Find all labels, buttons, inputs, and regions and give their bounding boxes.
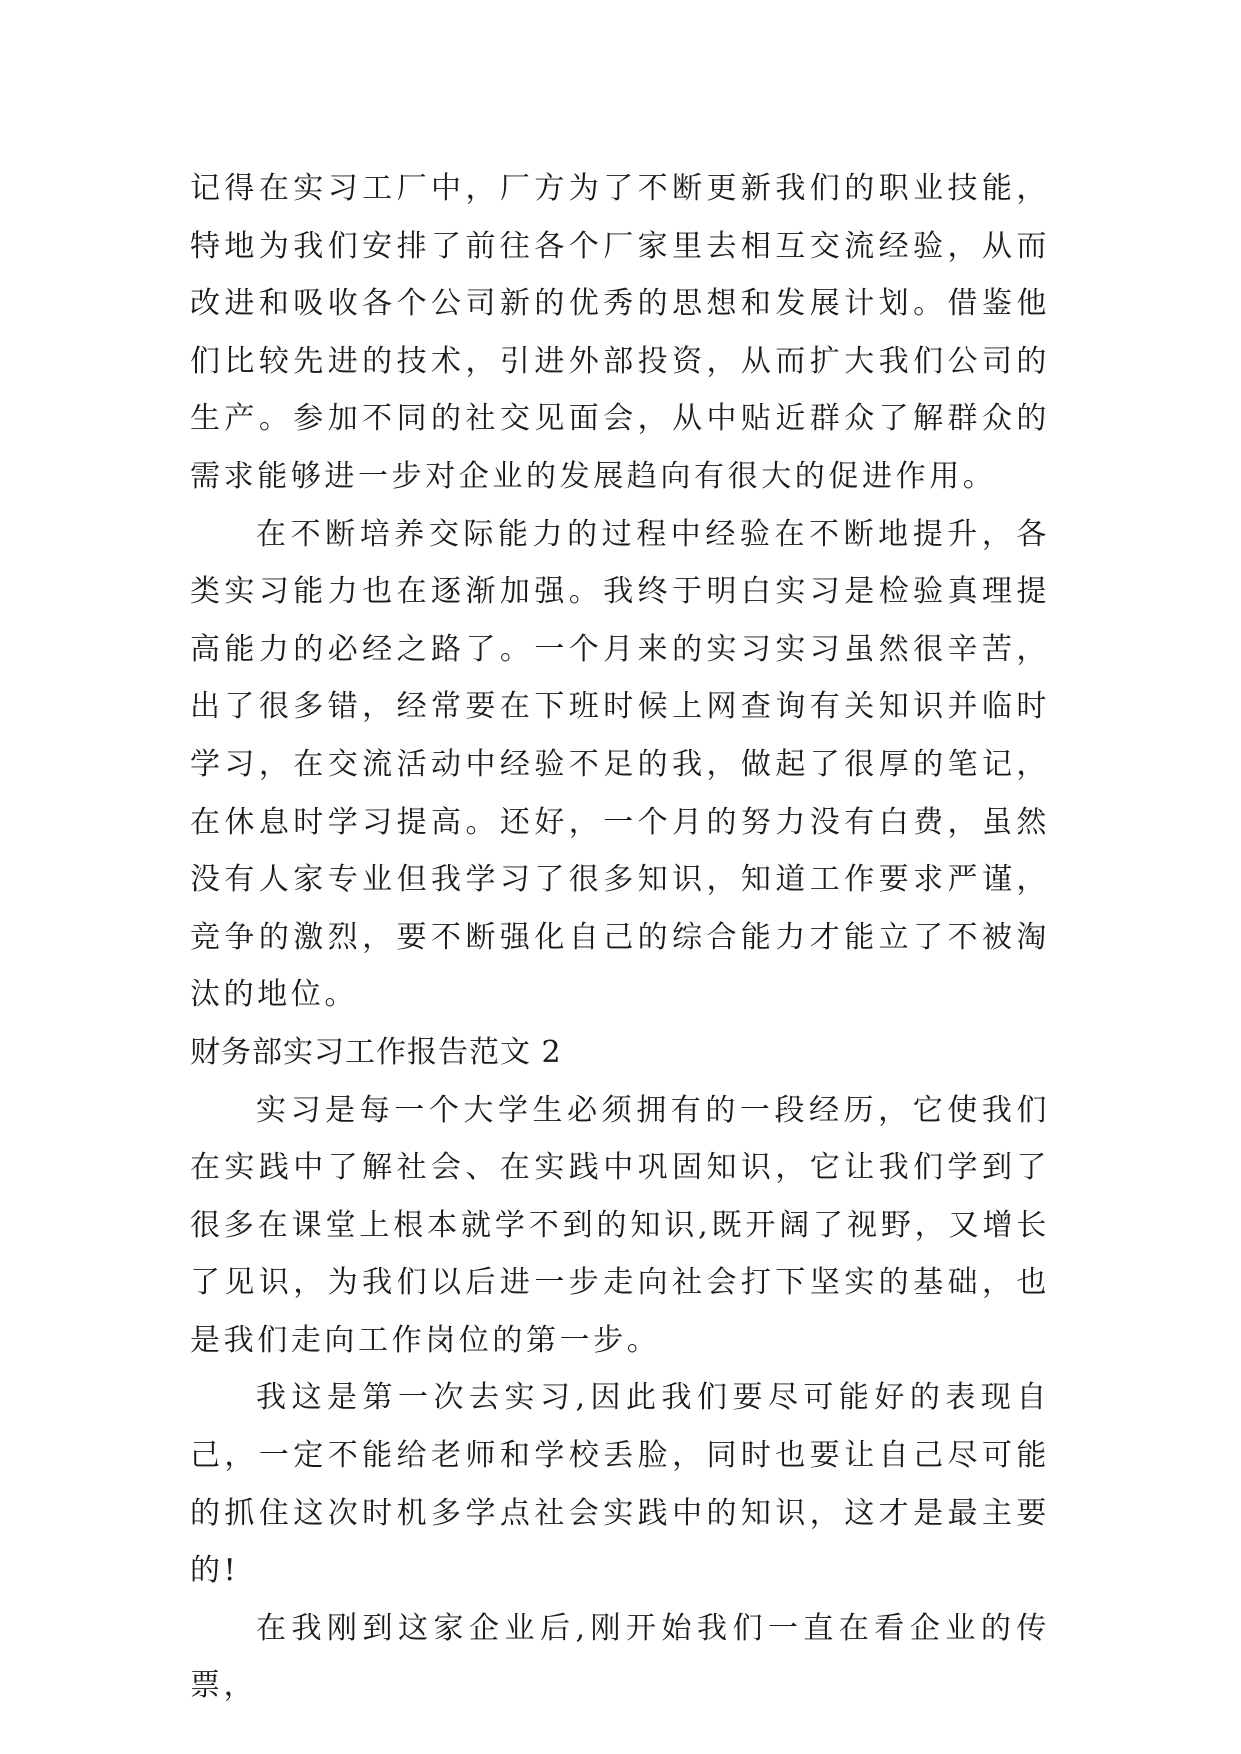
paragraph-2: 在不断培养交际能力的过程中经验在不断地提升，各类实习能力也在逐渐加强。我终于明白实习是检验真理提高能力的必经之路了。一个月来的实习实习虽然很辛苦，出了很多错，经常要在下班时候上网查询有关知识并临时学习，在交流活动中经验不足的我，做起了很厚的笔记，在休息时学习提高。还好，一个月的努力没有白费，虽然没有人家专业但我学习了很多知识，知道工作要求严谨，竞争的激烈，要不断强化自己的综合能力才能立了不被淘汰的地位。 <box>190 516 1050 1013</box>
paragraph-3: 实习是每一个大学生必须拥有的一段经历，它使我们在实践中了解社会、在实践中巩固知识，它让我们学到了很多在课堂上根本就学不到的知识,既开阔了视野，又增长了见识，为我们以后进一步走向社会打下坚实的基础，也是我们走向工作岗位的第一步。 <box>190 1092 1050 1358</box>
paragraph-4: 我这是第一次去实习,因此我们要尽可能好的表现自己，一定不能给老师和学校丢脸，同时也要让自己尽可能的抓住这次时机多学点社会实践中的知识，这才是最主要的! <box>190 1380 1050 1589</box>
document-body <box>190 160 1050 1715</box>
paragraph-5: 在我刚到这家企业后,刚开始我们一直在看企业的传票， <box>190 1610 1050 1704</box>
paragraph-1: 记得在实习工厂中，厂方为了不断更新我们的职业技能，特地为我们安排了前往各个厂家里去相互交流经验，从而改进和吸收各个公司新的优秀的思想和发展计划。借鉴他们比较先进的技术，引进外部投资，从而扩大我们公司的生产。参加不同的社交见面会，从中贴近群众了解群众的需求能够进一步对企业的发展趋向有很大的促进作用。 <box>190 171 1050 494</box>
section-heading: 财务部实习工作报告范文 2 <box>190 1034 562 1070</box>
